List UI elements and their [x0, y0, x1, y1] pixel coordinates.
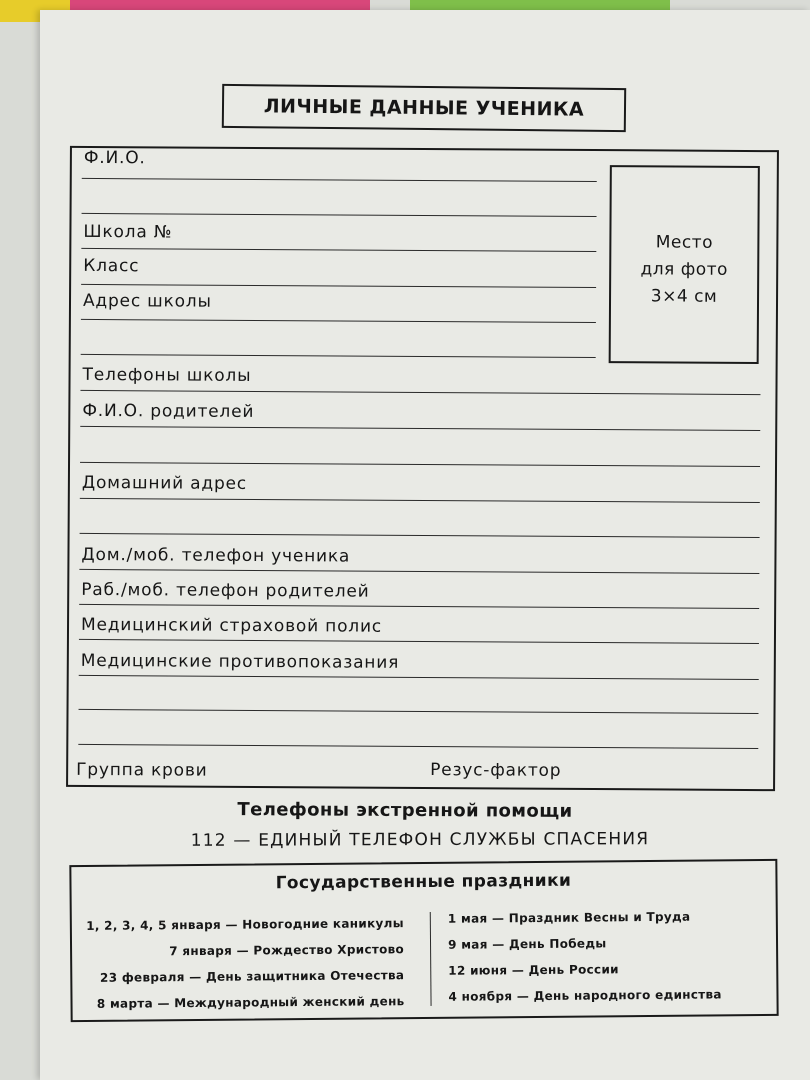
- photo-caption-line-1: Место: [655, 232, 714, 253]
- parents-phone-label: Раб./моб. телефон родителей: [81, 579, 370, 602]
- fio-line-2[interactable]: [82, 213, 597, 217]
- state-holidays-box: [69, 859, 778, 1022]
- holiday-item: 7 января — Рождество Христово: [169, 942, 405, 959]
- school-address-line-1[interactable]: [81, 319, 596, 323]
- parents-fio-line-2[interactable]: [80, 462, 760, 467]
- holiday-item: 8 марта — Международный женский день: [96, 994, 405, 1011]
- photo-caption: [611, 229, 757, 311]
- insurance-line[interactable]: [79, 639, 759, 644]
- emergency-phones-title: Телефоны экстренной помощи: [237, 799, 573, 822]
- home-address-line-2[interactable]: [80, 533, 760, 538]
- parents-fio-line-1[interactable]: [80, 426, 760, 431]
- fio-label: Ф.И.О.: [83, 147, 146, 169]
- holiday-item: 23 февраля — День защитника Отечества: [99, 968, 405, 985]
- school-phones-label: Телефоны школы: [82, 364, 252, 386]
- insurance-label: Медицинский страховой полис: [80, 614, 383, 637]
- blood-group-label: Группа крови: [76, 759, 208, 781]
- page-title: [222, 84, 626, 132]
- holidays-divider: [430, 912, 432, 1006]
- holiday-item: 1 мая — Праздник Весны и Труда: [447, 909, 691, 926]
- contraindications-label: Медицинские противопоказания: [80, 650, 400, 673]
- school-number-line[interactable]: [81, 248, 596, 252]
- contraindications-line-2[interactable]: [79, 709, 759, 714]
- holiday-item: 4 ноября — День народного единства: [448, 987, 722, 1004]
- student-phone-line[interactable]: [79, 569, 759, 574]
- photo-caption-line-2: для фото: [640, 259, 729, 280]
- photo-caption-line-3: 3×4 см: [650, 286, 718, 307]
- state-holidays-title: Государственные праздники: [275, 870, 572, 894]
- home-address-line-1[interactable]: [80, 498, 760, 503]
- emergency-phone-112: 112 — ЕДИНЫЙ ТЕЛЕФОН СЛУЖБЫ СПАСЕНИЯ: [190, 829, 650, 851]
- holiday-item: 12 июня — День России: [448, 962, 619, 978]
- parents-phone-line[interactable]: [79, 604, 759, 609]
- school-address-label: Адрес школы: [82, 290, 212, 312]
- holiday-item: 9 мая — День Победы: [447, 936, 607, 952]
- parents-fio-label: Ф.И.О. родителей: [82, 400, 255, 422]
- class-label: Класс: [83, 255, 140, 277]
- school-number-label: Школа №: [83, 221, 173, 243]
- home-address-label: Домашний адрес: [81, 472, 248, 494]
- photo-placeholder[interactable]: [609, 165, 760, 364]
- class-line[interactable]: [81, 284, 596, 288]
- student-phone-label: Дом./моб. телефон ученика: [81, 544, 351, 567]
- personal-data-form: [66, 146, 779, 791]
- contraindications-line-1[interactable]: [79, 675, 759, 680]
- page-title-text: ЛИЧНЫЕ ДАННЫЕ УЧЕНИКА: [263, 95, 585, 121]
- fio-line-1[interactable]: [82, 178, 597, 182]
- contraindications-line-3[interactable]: [78, 744, 758, 749]
- holiday-item: 1, 2, 3, 4, 5 января — Новогодние каникулы: [86, 916, 404, 933]
- school-address-line-2[interactable]: [81, 354, 596, 358]
- rh-factor-label: Резус-фактор: [430, 760, 562, 781]
- school-phones-line[interactable]: [80, 390, 760, 395]
